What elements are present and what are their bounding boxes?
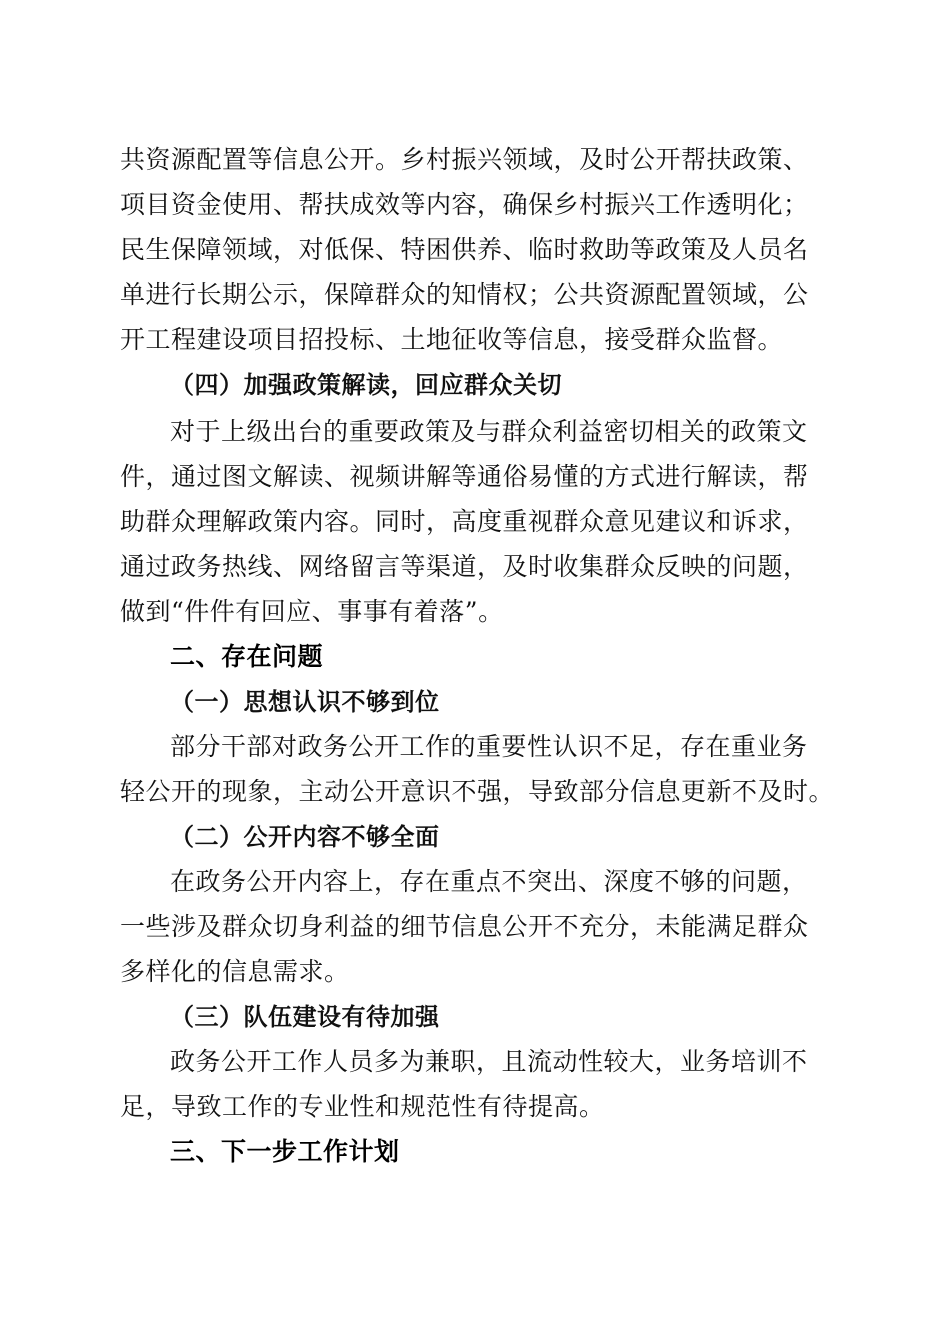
body-text-line: 一些涉及群众切身利益的细节信息公开不充分，未能满足群众	[120, 912, 809, 941]
subsection-heading-1: （一）思想认识不够到位	[170, 688, 440, 716]
body-text-line: 项目资金使用、帮扶成效等内容，确保乡村振兴工作透明化；	[120, 190, 809, 219]
body-text-line: 单进行长期公示，保障群众的知情权；公共资源配置领域，公	[120, 280, 809, 309]
body-text-line: 通过政务热线、网络留言等渠道，及时收集群众反映的问题，	[120, 552, 809, 581]
body-text-line: 足，导致工作的专业性和规范性有待提高。	[120, 1092, 605, 1121]
body-text-line: 助群众理解政策内容。同时，高度重视群众意见建议和诉求，	[120, 507, 809, 536]
body-text-line: 轻公开的现象，主动公开意识不强，导致部分信息更新不及时。	[120, 777, 835, 806]
body-text-line: 民生保障领域，对低保、特困供养、临时救助等政策及人员名	[120, 235, 809, 264]
section-heading-next-steps: 三、下一步工作计划	[170, 1137, 400, 1166]
body-text-line: 多样化的信息需求。	[120, 957, 350, 986]
paragraph-first-line: 政务公开工作人员多为兼职，且流动性较大，业务培训不	[170, 1047, 808, 1076]
subsection-heading-3: （三）队伍建设有待加强	[170, 1003, 440, 1031]
body-text-line: 开工程建设项目招投标、土地征收等信息，接受群众监督。	[120, 325, 784, 354]
paragraph-first-line: 部分干部对政务公开工作的重要性认识不足，存在重业务	[170, 732, 808, 761]
paragraph-first-line: 对于上级出台的重要政策及与群众利益密切相关的政策文	[170, 417, 808, 446]
subsection-heading-4: （四）加强政策解读，回应群众关切	[170, 371, 562, 399]
body-text-line: 共资源配置等信息公开。乡村振兴领域，及时公开帮扶政策、	[120, 145, 809, 174]
section-heading-problems: 二、存在问题	[170, 642, 324, 671]
subsection-heading-2: （二）公开内容不够全面	[170, 823, 440, 851]
body-text-line: 做到“件件有回应、事事有着落”。	[120, 597, 504, 626]
body-text-line: 件，通过图文解读、视频讲解等通俗易懂的方式进行解读，帮	[120, 462, 809, 491]
paragraph-first-line: 在政务公开内容上，存在重点不突出、深度不够的问题，	[170, 867, 808, 896]
